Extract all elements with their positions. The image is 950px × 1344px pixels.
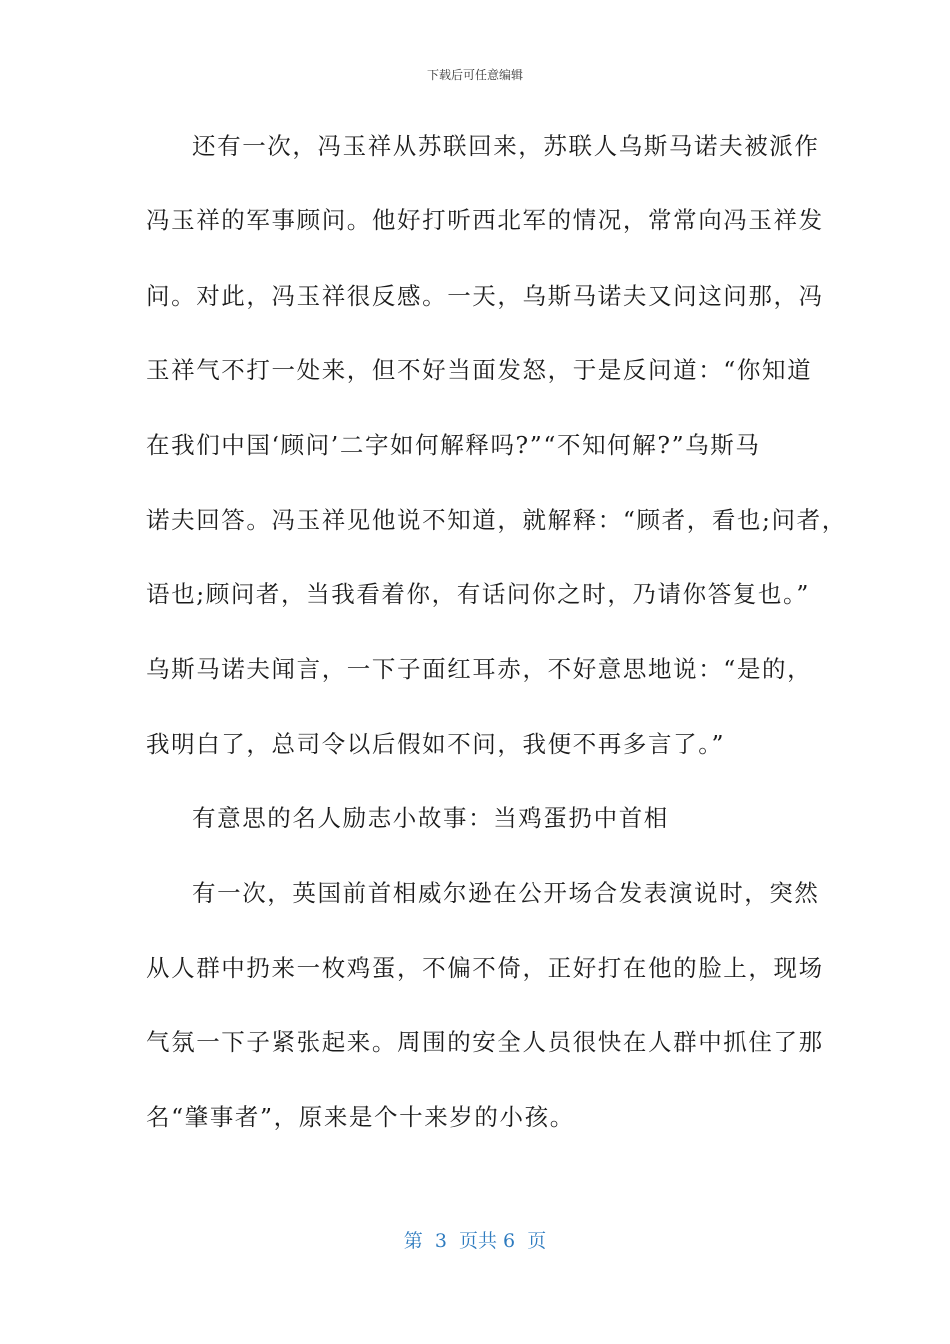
paragraph-line: 名“肇事者”，原来是个十来岁的小孩。 — [146, 1103, 575, 1131]
paragraph-line: 诺夫回答。冯玉祥见他说不知道，就解释：“顾者，看也;问者， — [146, 506, 847, 534]
page-number-footer: 第 3 页共 6 页 — [403, 1230, 547, 1252]
paragraph-line: 玉祥气不打一处来，但不好当面发怒，于是反问道：“你知道 — [146, 356, 813, 384]
section-heading: 有意思的名人励志小故事：当鸡蛋扔中首相 — [192, 804, 669, 832]
paragraph-line: 从人群中扔来一枚鸡蛋，不偏不倚，正好打在他的脸上，现场 — [146, 954, 824, 982]
page-header: 下载后可任意编辑 — [426, 68, 523, 82]
paragraph-line: 有一次，英国前首相威尔逊在公开场合发表演说时，突然 — [192, 879, 820, 907]
paragraph-line: 乌斯马诺夫闻言，一下子面红耳赤，不好意思地说：“是的， — [146, 655, 813, 683]
paragraph-line: 还有一次，冯玉祥从苏联回来，苏联人乌斯马诺夫被派作 — [192, 132, 820, 160]
paragraph-line: 我明白了，总司令以后假如不问，我便不再多言了。” — [146, 730, 726, 758]
paragraph-line: 气氛一下子紧张起来。周围的安全人员很快在人群中抓住了那 — [146, 1028, 824, 1056]
paragraph-line: 问。对此，冯玉祥很反感。一天，乌斯马诺夫又问这问那，冯 — [146, 282, 824, 310]
paragraph-line: 在我们中国‘顾问’二字如何解释吗?”“不知何解?”乌斯马 — [146, 431, 761, 459]
paragraph-line: 冯玉祥的军事顾问。他好打听西北军的情况，常常向冯玉祥发 — [146, 206, 824, 234]
paragraph-line: 语也;顾问者，当我看着你，有话问你之时，乃请你答复也。” — [146, 580, 810, 608]
